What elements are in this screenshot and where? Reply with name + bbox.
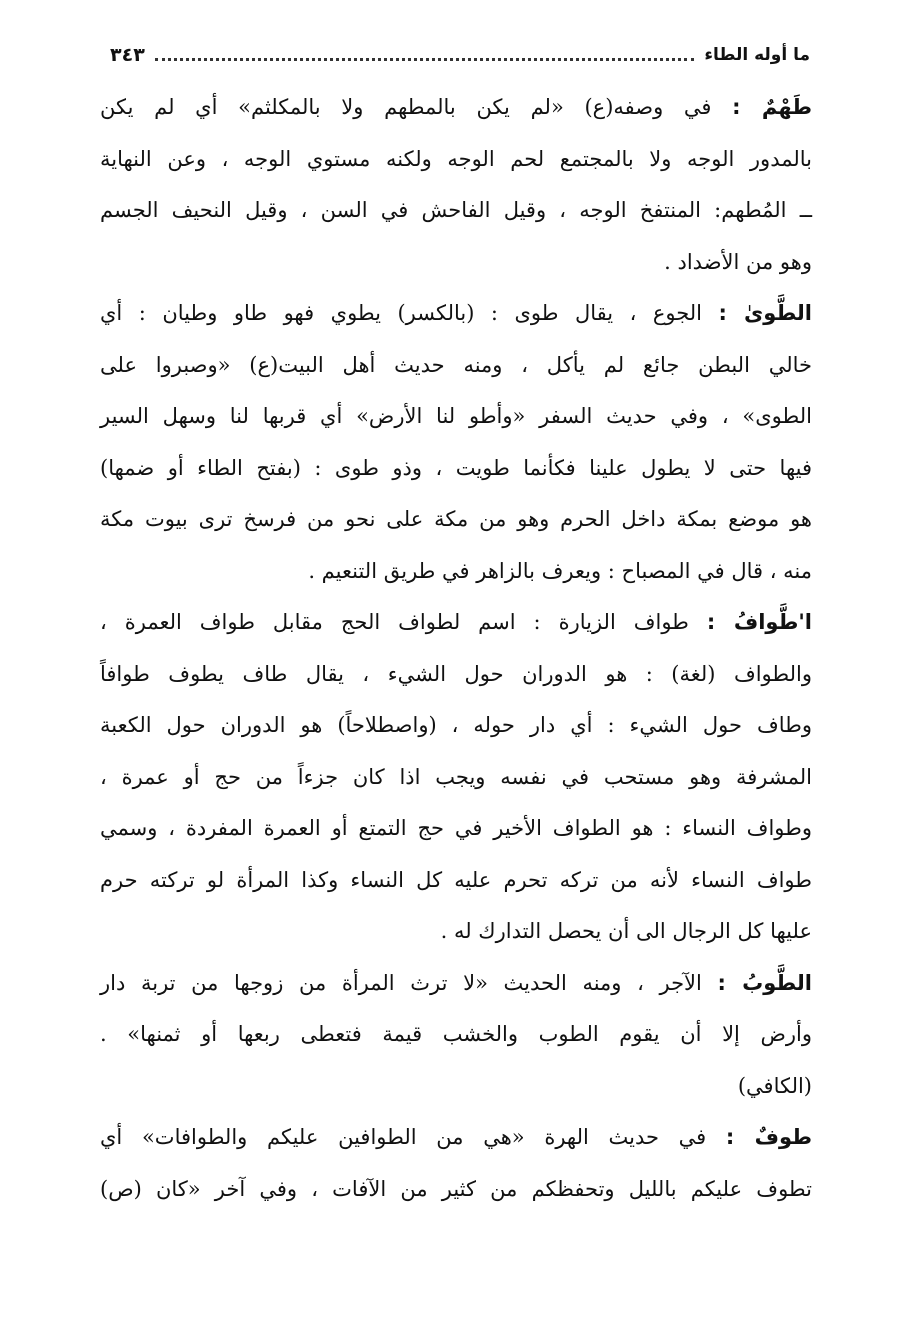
leader-dots — [155, 58, 695, 61]
entry-line: وهو من الأضداد . — [664, 249, 812, 274]
entry-line: هو موضع بمكة داخل الحرم وهو من مكة على نحو من فرسخ ترى بيوت مكة — [100, 507, 812, 531]
page-number: ٣٤٣ — [110, 44, 145, 66]
entry-line: فيها حتى لا يطول علينا فكأنما طويت ، وذو طوى : (بفتح الطاء أو ضمها) — [100, 455, 812, 480]
entry-line: عليها كل الرجال الى أن يحصل التدارك له . — [440, 919, 812, 943]
entry-line — [100, 82, 812, 134]
entry-text: طواف الزيارة : اسم لطواف الحج مقابل طواف العمرة ، — [100, 610, 707, 634]
dictionary-entry — [100, 1112, 812, 1215]
entry-headword: طوفٌ : — [725, 1125, 812, 1149]
entry-text: الآجر ، ومنه الحديث «لا ترث المرأة من زوجها من تربة دار — [100, 970, 718, 995]
running-head-title: ما أوله الطاء — [704, 45, 810, 65]
dictionary-body — [100, 82, 812, 1215]
running-head — [110, 40, 810, 70]
entry-line: والطواف (لغة) : هو الدوران حول الشيء ، يقال طاف يطوف طوافاً — [100, 661, 812, 686]
entry-line: (الكافي) — [737, 1073, 812, 1098]
entry-text: في حديث الهرة «هي من الطوافين عليكم والطوافات» أي — [100, 1125, 726, 1149]
dictionary-entry — [100, 597, 812, 958]
entry-line: الطوى» ، وفي حديث السفر «وأطو لنا الأرض» أي قربها لنا وسهل السير — [100, 404, 812, 428]
entry-line — [100, 958, 812, 1010]
entry-line: منه ، قال في المصباح : ويعرف بالزاهر في طريق التنعيم . — [308, 558, 812, 583]
entry-line: بالمدور الوجه ولا بالمجتمع لحم الوجه ولكنه مستوي الوجه ، وعن النهاية — [100, 146, 812, 171]
entry-line: تطوف عليكم بالليل وتحفظكم من كثير من الآفات ، وفي آخر «كان (ص) — [100, 1176, 812, 1201]
entry-line — [100, 597, 812, 649]
entry-text: في وصفه(ع) «لم يكن بالمطهم ولا بالمكلثم» أي لم يكن — [100, 95, 733, 119]
entry-headword: طَهْمٌ : — [732, 95, 812, 119]
entry-headword: ا'طَّوافُ : — [706, 610, 812, 634]
entry-line: خالي البطن جائع لم يأكل ، ومنه حديث أهل البيت(ع) «وصبروا على — [100, 352, 812, 377]
entry-line: وطواف النساء : هو الطواف الأخير في حج التمتع أو العمرة المفردة ، وسمي — [100, 816, 812, 840]
dictionary-entry — [100, 82, 812, 288]
entry-line: ــ المُطهم: المنتفخ الوجه ، وقيل الفاحش في السن ، وقيل النحيف الجسم — [100, 198, 812, 222]
entry-line — [100, 288, 812, 340]
entry-line: وطاف حول الشيء : أي دار حوله ، (واصطلاحاً) هو الدوران حول الكعبة — [100, 713, 812, 737]
dictionary-entry — [100, 958, 812, 1113]
entry-line: المشرفة وهو مستحب في نفسه ويجب اذا كان جزءاً من حج أو عمرة ، — [100, 764, 812, 789]
entry-line — [100, 1112, 812, 1164]
dictionary-entry — [100, 288, 812, 597]
entry-line: طواف النساء لأنه من تركه تحرم عليه كل النساء وكذا المرأة لو تركته حرم — [100, 867, 812, 892]
entry-headword: الطَّوىٰ : — [718, 301, 812, 325]
entry-text: الجوع ، يقال طوى : (بالكسر) يطوي فهو طاو وطيان : أي — [100, 301, 719, 325]
entry-line: وأرض إلا أن يقوم الطوب والخشب قيمة فتعطى ربعها أو ثمنها» . — [100, 1022, 812, 1046]
entry-headword: الطَّوبُ : — [717, 970, 812, 995]
